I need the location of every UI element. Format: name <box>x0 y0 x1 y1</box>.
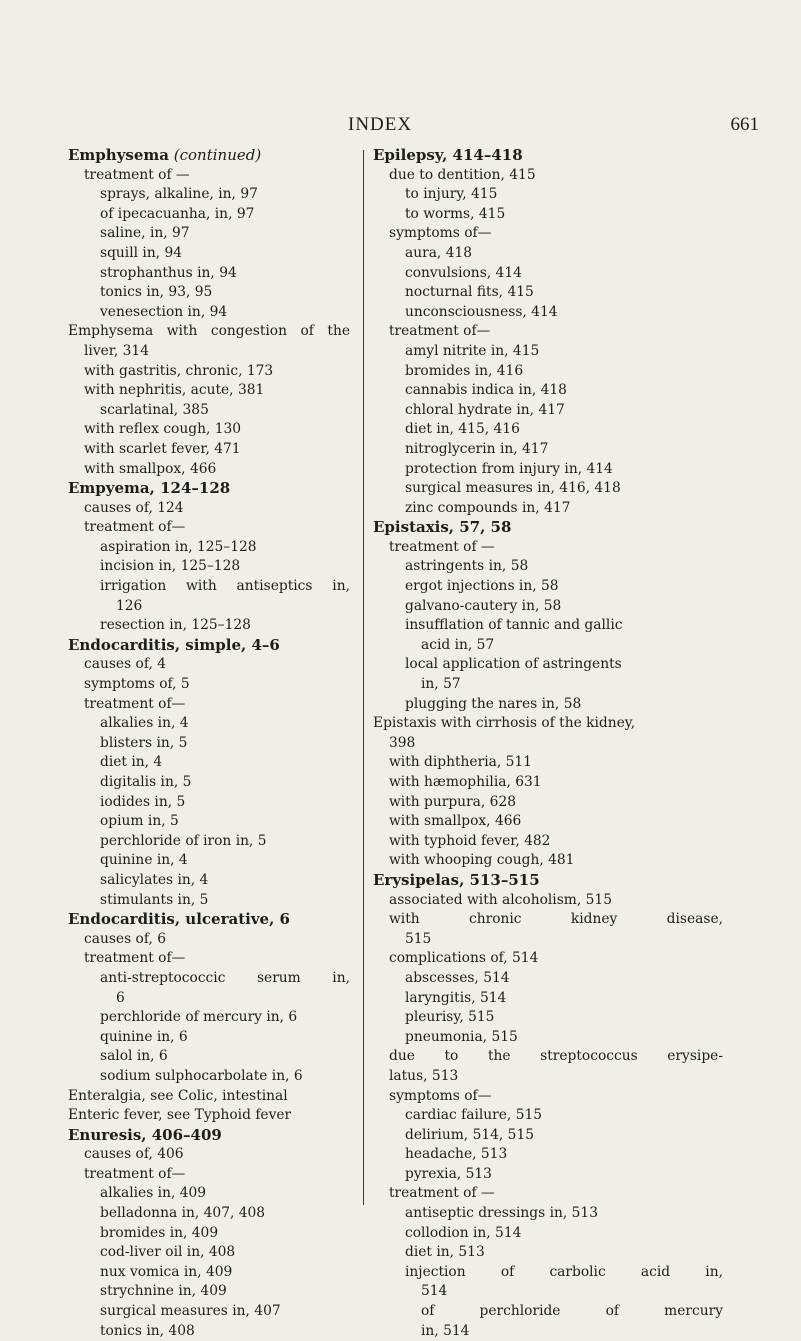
entry-text: with gastritis, chronic, 173 <box>84 362 274 379</box>
index-subentry <box>68 440 350 460</box>
index-subentry <box>68 166 350 186</box>
index-subentry <box>373 420 723 440</box>
entry-text: with purpura, 628 <box>389 793 516 810</box>
index-subentry <box>68 1204 350 1224</box>
index-subentry <box>373 616 723 636</box>
entry-text: treatment of— <box>84 695 186 712</box>
index-subentry <box>68 185 350 205</box>
index-subentry <box>68 616 350 636</box>
entry-text: Enuresis, 406–409 <box>68 1125 222 1144</box>
index-subentry <box>68 205 350 225</box>
entry-text: Endocarditis, ulcerative, 6 <box>68 910 290 929</box>
index-subentry <box>68 1047 350 1067</box>
entry-text: cod-liver oil in, 408 <box>100 1244 236 1261</box>
index-subentry <box>68 597 350 617</box>
index-column-right <box>373 146 723 1341</box>
entry-text: with scarlet fever, 471 <box>84 440 241 457</box>
entry-text: surgical measures in, 416, 418 <box>405 480 621 497</box>
entry-text: bromides in, 416 <box>405 362 524 379</box>
entry-text: Emphysema with congestion of the <box>68 323 350 340</box>
entry-text: due to dentition, 415 <box>389 166 536 183</box>
entry-text: latus, 513 <box>389 1067 459 1084</box>
index-subentry <box>373 577 723 597</box>
entry-text: digitalis in, 5 <box>100 774 192 790</box>
index-subentry <box>373 1165 723 1185</box>
entry-text: treatment of— <box>389 323 491 340</box>
index-subentry <box>373 969 723 989</box>
entry-text: anti-streptococcic serum in, <box>100 969 350 986</box>
index-subentry <box>373 460 723 480</box>
entry-text: iodides in, 5 <box>100 793 186 810</box>
entry-text: local application of astringents <box>405 656 622 673</box>
index-subentry <box>373 557 723 577</box>
entry-text: due to the streptococcus erysipe- <box>389 1048 723 1065</box>
entry-text: nocturnal fits, 415 <box>405 284 534 301</box>
entry-text: protection from injury in, 414 <box>405 460 613 477</box>
index-subentry <box>373 224 723 244</box>
index-subentry <box>373 655 723 675</box>
index-subentry <box>68 655 350 675</box>
index-subentry <box>373 1047 723 1067</box>
entry-text: squill in, 94 <box>100 244 183 261</box>
index-subentry <box>373 675 723 695</box>
index-subentry <box>373 1008 723 1028</box>
entry-text: 515 <box>405 930 432 947</box>
entry-text: cannabis indica in, 418 <box>405 382 567 399</box>
entry-text: amyl nitrite in, 415 <box>405 342 540 359</box>
index-column-left <box>68 146 350 1341</box>
index-subentry <box>373 989 723 1009</box>
index-subentry <box>373 1224 723 1244</box>
entry-text: Enteric fever, see Typhoid fever <box>68 1107 292 1124</box>
entry-text: with nephritis, acute, 381 <box>84 382 265 399</box>
index-subentry <box>68 342 350 362</box>
index-subentry <box>68 812 350 832</box>
index-subentry <box>68 1067 350 1087</box>
index-heading <box>373 146 723 166</box>
column-divider <box>363 150 364 1205</box>
entry-text: delirium, 514, 515 <box>405 1126 535 1143</box>
index-subentry <box>68 401 350 421</box>
index-subentry <box>373 244 723 264</box>
entry-text: associated with alcoholism, 515 <box>389 891 612 908</box>
entry-text: ergot injections in, 58 <box>405 578 559 595</box>
entry-text: collodion in, 514 <box>405 1224 522 1241</box>
entry-text: cardiac failure, 515 <box>405 1107 543 1124</box>
index-subentry <box>68 1322 350 1341</box>
index-subentry <box>373 1243 723 1263</box>
index-heading <box>68 479 350 499</box>
index-subentry <box>68 695 350 715</box>
entry-text: causes of, 4 <box>84 656 167 673</box>
entry-text: incision in, 125–128 <box>100 558 241 575</box>
entry-text: surgical measures in, 407 <box>100 1303 281 1320</box>
entry-text: with typhoid fever, 482 <box>389 832 551 849</box>
index-subentry <box>373 1145 723 1165</box>
entry-text: tonics in, 408 <box>100 1322 195 1339</box>
entry-text: with chronic kidney disease, <box>389 911 723 928</box>
entry-text: sodium sulphocarbolate in, 6 <box>100 1067 303 1084</box>
entry-text: causes of, 6 <box>84 930 167 947</box>
index-subentry <box>373 1106 723 1126</box>
page-header <box>0 114 801 138</box>
index-subentry <box>68 989 350 1009</box>
entry-text: unconsciousness, 414 <box>405 303 558 320</box>
index-subentry <box>373 1282 723 1302</box>
entry-text: salicylates in, 4 <box>100 871 209 888</box>
entry-text: Erysipelas, 513–515 <box>373 870 540 889</box>
entry-text: astringents in, 58 <box>405 558 529 575</box>
index-subentry <box>373 910 723 930</box>
entry-text: injection of carbolic acid in, <box>405 1263 723 1280</box>
index-subentry <box>68 420 350 440</box>
index-subentry <box>68 851 350 871</box>
entry-text: scarlatinal, 385 <box>100 401 209 418</box>
index-subentry <box>68 1165 350 1185</box>
index-subentry <box>68 460 350 480</box>
index-subentry <box>68 773 350 793</box>
entry-text: bromides in, 409 <box>100 1224 219 1241</box>
index-subentry <box>373 1263 723 1283</box>
index-subentry <box>68 891 350 911</box>
entry-text: acid in, 57 <box>421 636 495 653</box>
index-subentry <box>373 362 723 382</box>
index-subentry <box>373 891 723 911</box>
index-subentry <box>68 1145 350 1165</box>
index-subentry <box>68 1282 350 1302</box>
index-subentry <box>373 930 723 950</box>
entry-text: causes of, 124 <box>84 499 184 516</box>
entry-text: convulsions, 414 <box>405 264 522 281</box>
entry-text: quinine in, 6 <box>100 1028 188 1045</box>
entry-text: 514 <box>421 1283 448 1300</box>
index-subentry <box>68 538 350 558</box>
entry-text: belladonna in, 407, 408 <box>100 1205 266 1222</box>
index-subentry <box>68 753 350 773</box>
index-heading <box>68 1106 350 1126</box>
entry-text: treatment of — <box>389 538 495 555</box>
index-subentry <box>373 1087 723 1107</box>
entry-text: sprays, alkaline, in, 97 <box>100 186 258 203</box>
index-subentry <box>68 949 350 969</box>
entry-text: Enteralgia, see Colic, intestinal <box>68 1087 288 1104</box>
entry-text: zinc compounds in, 417 <box>405 499 571 516</box>
entry-text: with smallpox, 466 <box>389 813 522 830</box>
entry-text: complications of, 514 <box>389 950 539 967</box>
entry-text: laryngitis, 514 <box>405 989 507 1006</box>
entry-text: chloral hydrate in, 417 <box>405 401 565 418</box>
entry-text: with hæmophilia, 631 <box>389 774 542 790</box>
index-heading <box>68 636 350 656</box>
entry-text: symptoms of— <box>389 225 492 242</box>
index-subentry <box>68 1028 350 1048</box>
index-subentry <box>373 1028 723 1048</box>
entry-text: Emphysema <box>68 146 169 164</box>
entry-text: 6 <box>116 989 125 1006</box>
index-subentry <box>68 1008 350 1028</box>
index-subentry <box>68 1302 350 1322</box>
entry-text: Epistaxis with cirrhosis of the kidney, <box>373 715 636 732</box>
entry-text: salol in, 6 <box>100 1048 168 1065</box>
index-subentry <box>68 499 350 519</box>
index-subentry <box>373 1302 723 1322</box>
index-subentry <box>68 1184 350 1204</box>
entry-text: nitroglycerin in, 417 <box>405 440 549 457</box>
entry-text: headache, 513 <box>405 1146 508 1163</box>
index-subentry <box>373 851 723 871</box>
index-subentry <box>373 832 723 852</box>
entry-text: strychnine in, 409 <box>100 1283 227 1300</box>
entry-text: Epistaxis, 57, 58 <box>373 518 512 537</box>
index-heading <box>373 871 723 891</box>
index-subentry <box>373 401 723 421</box>
index-subentry <box>373 1184 723 1204</box>
index-heading <box>68 910 350 930</box>
entry-text: in, 514 <box>421 1322 470 1339</box>
entry-text: Endocarditis, simple, 4–6 <box>68 635 280 654</box>
entry-text: opium in, 5 <box>100 813 179 830</box>
index-heading <box>373 518 723 538</box>
entry-text: strophanthus in, 94 <box>100 264 237 281</box>
index-subentry <box>68 244 350 264</box>
index-subentry <box>373 342 723 362</box>
entry-text: with diphtheria, 511 <box>389 754 532 771</box>
entry-text: treatment of— <box>84 1165 186 1182</box>
index-subentry <box>68 1263 350 1283</box>
entry-text: with smallpox, 466 <box>84 460 217 477</box>
index-subentry <box>373 812 723 832</box>
entry-text: with whooping cough, 481 <box>389 852 575 869</box>
index-subentry <box>373 479 723 499</box>
entry-text: of perchloride of mercury <box>421 1303 723 1320</box>
entry-text: venesection in, 94 <box>100 303 228 320</box>
index-subentry <box>373 773 723 793</box>
index-subentry <box>373 1126 723 1146</box>
entry-text: to worms, 415 <box>405 205 506 222</box>
entry-text: liver, 314 <box>84 342 149 359</box>
index-heading <box>68 322 350 342</box>
index-subentry <box>68 264 350 284</box>
index-subentry <box>373 597 723 617</box>
running-title: INDEX <box>348 114 413 135</box>
index-subentry <box>373 734 723 754</box>
index-subentry <box>68 518 350 538</box>
entry-text: in, 57 <box>421 676 461 693</box>
entry-text: Empyema, 124–128 <box>68 479 231 498</box>
index-subentry <box>68 675 350 695</box>
entry-text: causes of, 406 <box>84 1146 184 1163</box>
entry-text: resection in, 125–128 <box>100 617 251 634</box>
index-subentry <box>68 832 350 852</box>
index-subentry <box>68 793 350 813</box>
index-subentry <box>373 1204 723 1224</box>
index-subentry <box>373 636 723 656</box>
index-subentry <box>68 283 350 303</box>
index-subentry <box>373 283 723 303</box>
index-subentry <box>373 264 723 284</box>
entry-text: aspiration in, 125–128 <box>100 538 257 555</box>
entry-text: 398 <box>389 734 416 751</box>
index-subentry <box>68 381 350 401</box>
index-subentry <box>68 557 350 577</box>
entry-text: alkalies in, 409 <box>100 1185 207 1202</box>
index-subentry <box>373 322 723 342</box>
entry-text: to injury, 415 <box>405 186 498 203</box>
entry-text: alkalies in, 4 <box>100 715 189 732</box>
index-heading <box>68 1087 350 1107</box>
entry-text: diet in, 4 <box>100 754 163 771</box>
index-subentry <box>373 793 723 813</box>
index-subentry <box>373 538 723 558</box>
entry-text: galvano-cautery in, 58 <box>405 597 562 614</box>
entry-text: antiseptic dressings in, 513 <box>405 1205 598 1222</box>
index-subentry <box>68 362 350 382</box>
entry-text: with reflex cough, 130 <box>84 421 242 438</box>
index-subentry <box>373 381 723 401</box>
index-subentry <box>68 1243 350 1263</box>
index-subentry <box>373 440 723 460</box>
entry-text: tonics in, 93, 95 <box>100 284 213 301</box>
index-subentry <box>373 949 723 969</box>
entry-text: pyrexia, 513 <box>405 1165 492 1182</box>
entry-text: insufflation of tannic and gallic <box>405 617 623 634</box>
entry-text: treatment of — <box>389 1185 495 1202</box>
entry-text: pneumonia, 515 <box>405 1028 518 1045</box>
index-heading <box>68 1126 350 1146</box>
index-subentry <box>68 734 350 754</box>
index-subentry <box>68 1224 350 1244</box>
entry-text: 126 <box>116 597 143 614</box>
index-subentry <box>373 205 723 225</box>
entry-text: treatment of— <box>84 519 186 536</box>
entry-continued-note: (continued) <box>169 146 262 164</box>
entry-text: plugging the nares in, 58 <box>405 695 582 712</box>
index-subentry <box>373 303 723 323</box>
index-subentry <box>373 695 723 715</box>
entry-text: stimulants in, 5 <box>100 891 209 908</box>
entry-text: treatment of— <box>84 950 186 967</box>
entry-text: saline, in, 97 <box>100 225 190 242</box>
index-subentry <box>373 185 723 205</box>
index-subentry <box>68 303 350 323</box>
entry-text: blisters in, 5 <box>100 734 188 751</box>
index-subentry <box>373 499 723 519</box>
entry-text: symptoms of, 5 <box>84 676 190 693</box>
entry-text: diet in, 513 <box>405 1244 485 1261</box>
index-subentry <box>373 166 723 186</box>
index-subentry <box>373 1067 723 1087</box>
entry-text: Epilepsy, 414–418 <box>373 146 523 164</box>
index-subentry <box>68 969 350 989</box>
entry-text: symptoms of— <box>389 1087 492 1104</box>
entry-text: nux vomica in, 409 <box>100 1263 233 1280</box>
index-subentry <box>68 930 350 950</box>
entry-text: perchloride of mercury in, 6 <box>100 1009 298 1026</box>
index-subentry <box>373 753 723 773</box>
entry-text: pleurisy, 515 <box>405 1009 495 1026</box>
entry-text: treatment of — <box>84 166 190 183</box>
entry-text: quinine in, 4 <box>100 852 188 869</box>
page-number: 661 <box>730 114 759 135</box>
index-heading <box>373 714 723 734</box>
entry-text: diet in, 415, 416 <box>405 421 520 438</box>
entry-text: irrigation with antiseptics in, <box>100 578 350 595</box>
entry-text: aura, 418 <box>405 244 473 261</box>
entry-text: abscesses, 514 <box>405 969 510 986</box>
index-subentry <box>68 577 350 597</box>
entry-text: of ipecacuanha, in, 97 <box>100 205 255 222</box>
index-subentry <box>68 224 350 244</box>
index-subentry <box>68 714 350 734</box>
index-subentry <box>373 1322 723 1341</box>
entry-text: perchloride of iron in, 5 <box>100 832 267 849</box>
index-subentry <box>68 871 350 891</box>
index-heading <box>68 146 350 166</box>
